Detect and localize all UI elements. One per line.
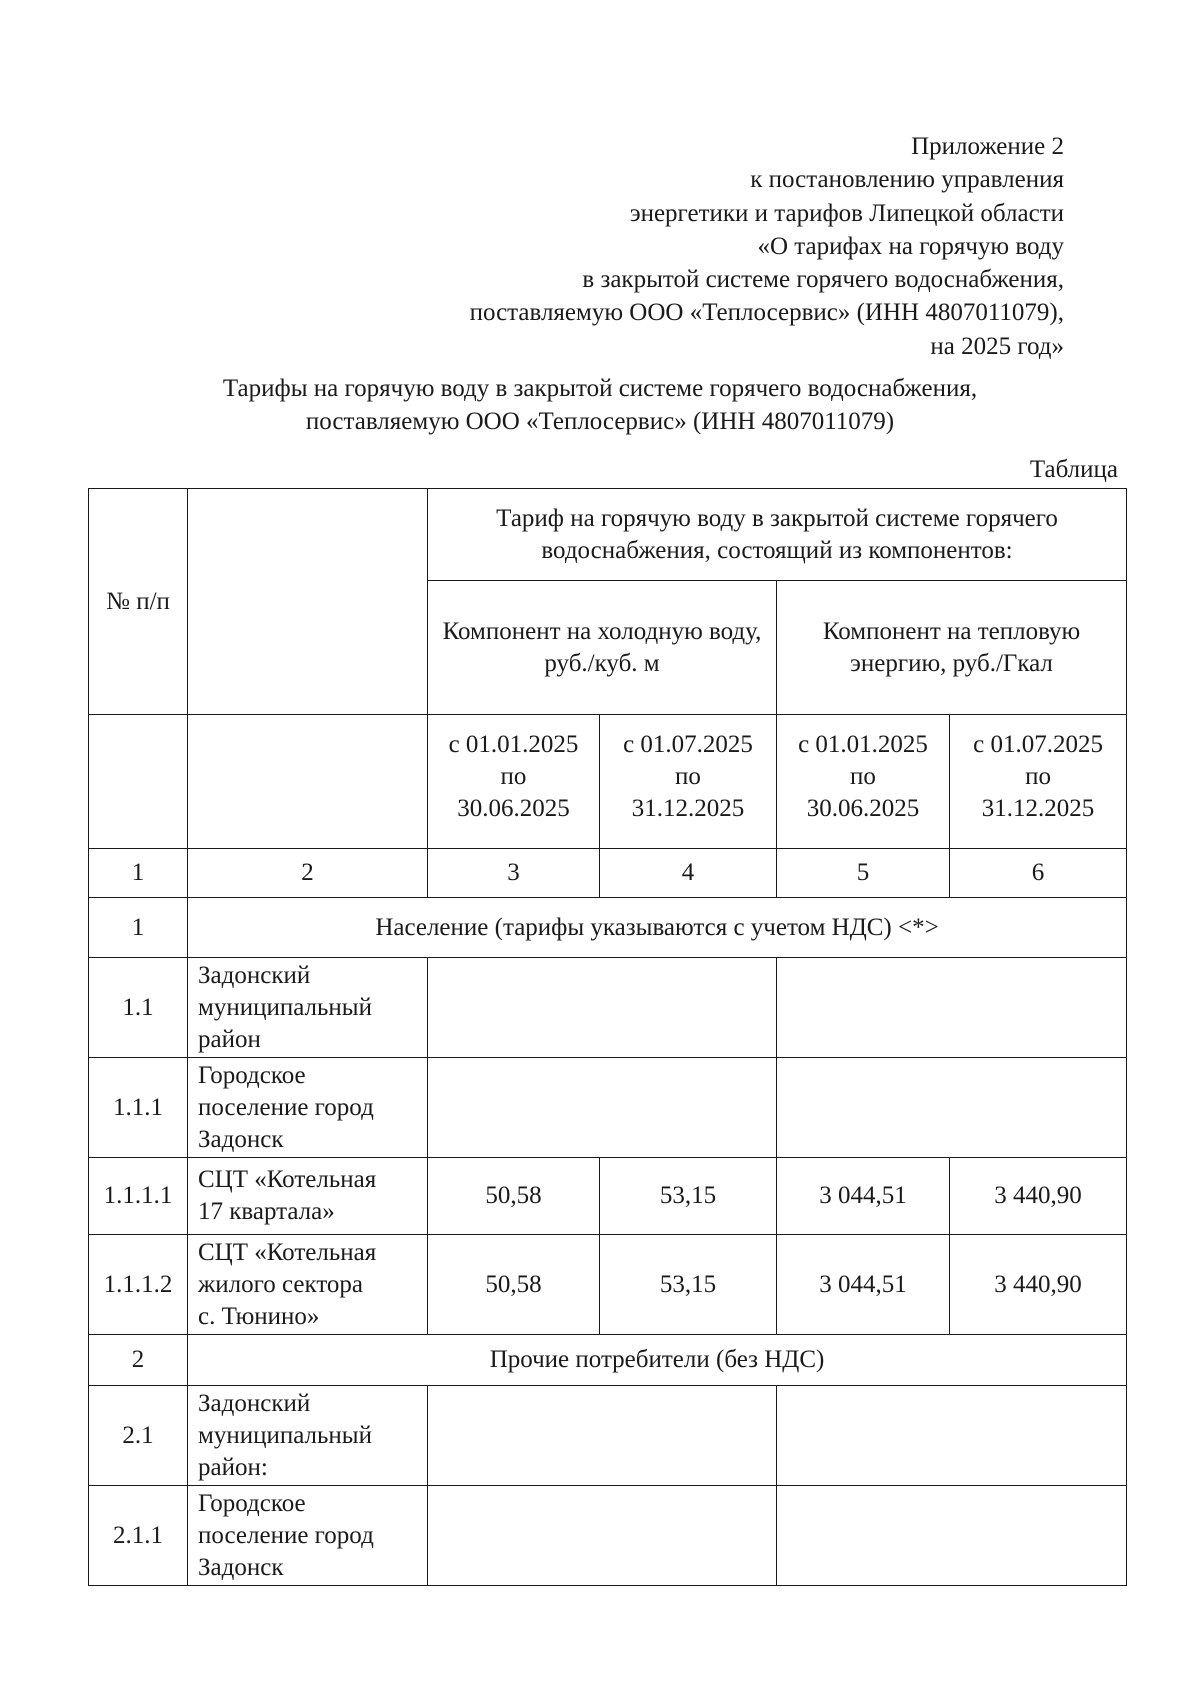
row-name-line: муниципальный	[198, 1421, 372, 1449]
column-number: 2	[188, 849, 428, 898]
table-row	[89, 1058, 1127, 1158]
row-num: 1.1	[89, 958, 188, 1058]
appendix-line: «О тарифах на горячую воду	[757, 232, 1064, 260]
row-name-line: район	[198, 1025, 261, 1053]
row-name	[188, 1058, 428, 1158]
row-name	[188, 1158, 428, 1235]
period-from: с 01.07.2025	[623, 731, 753, 758]
period-to: 30.06.2025	[806, 795, 920, 822]
row-name-line: Городское	[198, 1061, 306, 1089]
header-cold-water: Компонент на холодную воду, руб./куб. м	[442, 617, 762, 677]
section-row	[89, 898, 1127, 958]
row-name-line: поселение город	[198, 1093, 374, 1121]
row-name-line: муниципальный	[198, 993, 372, 1021]
period-cell	[950, 715, 1127, 849]
row-num: 2.1	[89, 1386, 188, 1486]
header-num: № п/п	[106, 587, 170, 615]
period-cell	[777, 715, 950, 849]
appendix-line: в закрытой системе горячего водоснабжения,	[582, 266, 1064, 294]
table-row	[89, 1486, 1127, 1586]
blank-cell	[428, 1486, 777, 1586]
period-from: с 01.01.2025	[798, 731, 928, 758]
header-periods-row	[89, 715, 1127, 849]
value-cell: 53,15	[600, 1158, 777, 1235]
header-tariff: Тариф на горячую воду в закрытой системе горячего водоснабжения, состоящий из компонентов:	[496, 504, 1058, 564]
row-name-line: Задонский	[198, 1389, 311, 1417]
row-name	[188, 1386, 428, 1486]
document-title-line: поставляемую ООО «Теплосервис» (ИНН 4807011079)	[305, 408, 895, 435]
row-name-line: поселение город	[198, 1521, 374, 1549]
row-name-line: район:	[198, 1453, 268, 1481]
column-numbers-row	[89, 849, 1127, 898]
section-num: 2	[89, 1335, 188, 1386]
row-name-line: СЦТ «Котельная	[198, 1238, 377, 1266]
blank-cell	[777, 1386, 1127, 1486]
document-title	[100, 372, 1100, 438]
column-number: 5	[777, 849, 950, 898]
table-row	[89, 958, 1127, 1058]
table-label: Таблица	[1029, 456, 1118, 483]
row-name-line: жилого сектора	[198, 1270, 364, 1298]
appendix-line: поставляемую ООО «Теплосервис» (ИНН 4807011079),	[469, 299, 1064, 327]
value-cell: 3 440,90	[950, 1235, 1127, 1335]
period-cell	[600, 715, 777, 849]
table-row	[89, 1235, 1127, 1335]
period-mid: по	[850, 763, 876, 790]
column-number: 4	[600, 849, 777, 898]
row-name-line: Задонск	[198, 1125, 284, 1153]
row-name	[188, 958, 428, 1058]
period-mid: по	[500, 763, 527, 790]
period-to: 31.12.2025	[981, 795, 1095, 822]
document-title-line: Тарифы на горячую воду в закрытой системе горячего водоснабжения,	[222, 375, 978, 402]
appendix-line: энергетики и тарифов Липецкой области	[629, 199, 1064, 227]
period-to: 31.12.2025	[631, 795, 745, 822]
value-cell: 50,58	[428, 1235, 600, 1335]
row-num: 1.1.1.2	[89, 1235, 188, 1335]
blank-cell	[777, 1058, 1127, 1158]
row-num: 1.1.1.1	[89, 1158, 188, 1235]
header-heat-energy: Компонент на тепловую энергию, руб./Гкал	[822, 617, 1081, 677]
section-title: Прочие потребители (без НДС)	[188, 1335, 1127, 1386]
row-name-line: СЦТ «Котельная	[198, 1166, 377, 1193]
row-name	[188, 1486, 428, 1586]
row-name-line: Городское	[198, 1489, 306, 1517]
appendix-header	[470, 130, 1064, 363]
appendix-line: Приложение 2	[911, 133, 1064, 160]
blank-cell	[428, 958, 777, 1058]
value-cell: 3 044,51	[777, 1235, 950, 1335]
row-name-line: с. Тюнино»	[198, 1302, 320, 1330]
period-cell	[428, 715, 600, 849]
header-heat-energy-cell	[777, 581, 1127, 715]
section-num: 1	[89, 898, 188, 958]
value-cell: 53,15	[600, 1235, 777, 1335]
row-num: 1.1.1	[89, 1058, 188, 1158]
blank-cell	[428, 1058, 777, 1158]
appendix-line: на 2025 год»	[930, 332, 1064, 360]
row-name-line: Задонск	[198, 1553, 284, 1581]
blank-cell	[777, 958, 1127, 1058]
appendix-line: к постановлению управления	[750, 166, 1064, 194]
value-cell: 3 044,51	[777, 1158, 950, 1235]
blank-cell	[777, 1486, 1127, 1586]
column-number: 3	[428, 849, 600, 898]
row-name-line: 17 квартала»	[198, 1198, 335, 1225]
value-cell: 50,58	[428, 1158, 600, 1235]
column-number: 1	[89, 849, 188, 898]
blank-cell	[89, 715, 188, 849]
row-num: 2.1.1	[89, 1486, 188, 1586]
column-number: 6	[950, 849, 1127, 898]
period-mid: по	[1025, 763, 1051, 790]
blank-cell	[428, 1386, 777, 1486]
header-row	[89, 489, 1127, 581]
header-num-cell	[89, 489, 188, 715]
header-tariff-cell	[428, 489, 1127, 581]
table-row	[89, 1386, 1127, 1486]
table-row	[89, 1158, 1127, 1235]
header-cold-water-cell	[428, 581, 777, 715]
row-name	[188, 1235, 428, 1335]
value-cell: 3 440,90	[950, 1158, 1127, 1235]
header-blank-cell	[188, 489, 428, 715]
period-to: 30.06.2025	[457, 795, 570, 822]
period-mid: по	[675, 763, 701, 790]
row-name-line: Задонский	[198, 961, 311, 989]
period-from: с 01.07.2025	[973, 731, 1103, 758]
tariffs-table	[88, 488, 1127, 1586]
section-row	[89, 1335, 1127, 1386]
period-from: с 01.01.2025	[448, 731, 579, 758]
blank-cell	[188, 715, 428, 849]
section-title: Население (тарифы указываются с учетом НДС) <*>	[188, 898, 1127, 958]
